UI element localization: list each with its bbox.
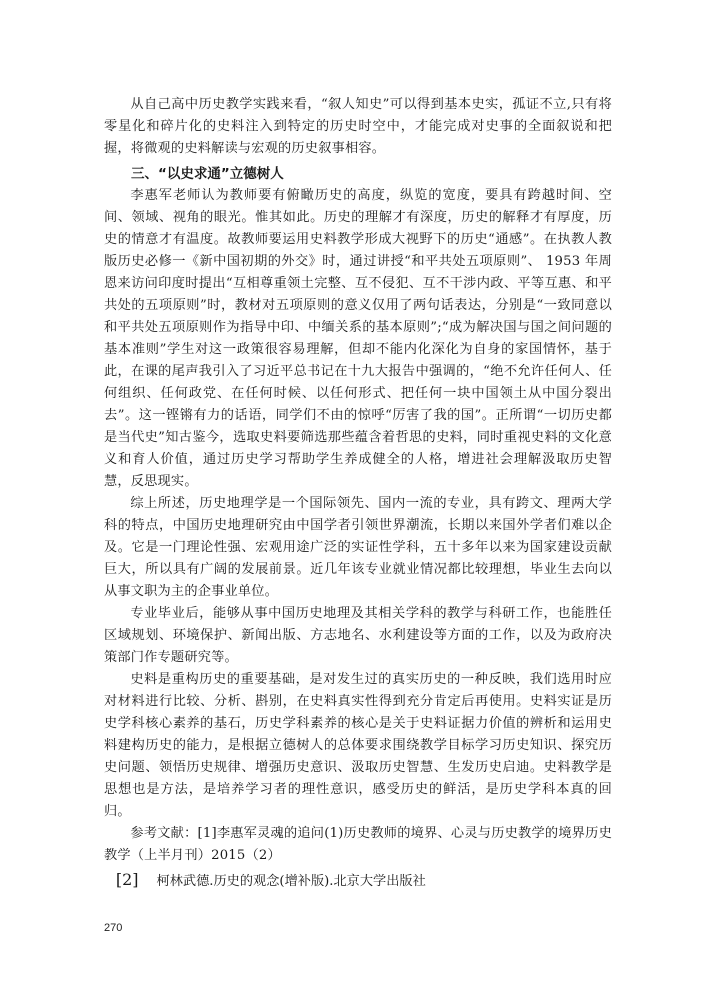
- article-body: [104, 94, 612, 895]
- paragraph-intro: 从自己高中历史教学实践来看，“叙人知史”可以得到基本史实，孤证不立,只有将零星化和碎片化的史料注入到特定的历史时空中，才能完成对史事的全面叙说和把握，将微观的史料解读与宏观的历史叙事相容。: [104, 97, 612, 156]
- page-number: 270: [104, 922, 123, 934]
- paragraph-li-huijun: 李惠军老师认为教师要有俯瞰历史的高度，纵览的宽度，要具有跨越时间、空间、领域、视角的眼光。惟其如此。历史的理解才有深度，历史的解释才有厚度，历史的情意才有温度。故教师要运用史料教学形成大视野下的历史“通感”。在执教人教版历史必修一《新中国初期的外交》时，通过讲授“和平共处五项原则”、 1953 年周恩来访问印度时提出“互相尊重领土完整、互不侵犯、互不干涉内政、平等互惠、和平共处的五项原则”时，教材对五项原则的意义仅用了两句话表达，分别是“一致同意以和平共处五项原则作为指导中印、中缅关系的基本原则”;“成为解决国与国之间问题的基本准则”学生对这一政策很容易理解，但却不能内化深化为自身的家国情怀，基于此，在课的尾声我引入了习近平总书记在十九大报告中强调的，“绝不允许任何人、任何组织、任何政党、在任何时候、以任何形式、把任何一块中国领土从中国分裂出去”。这一铿锵有力的话语，同学们不由的惊呼“厉害了我的国”。正所谓“一切历史都是当代史”知古鉴今，选取史料要筛选那些蕴含着哲思的史料，同时重视史料的文化意义和育人价值，通过历史学习帮助学生养成健全的人格，增进社会理解汲取历史智慧，反思现实。: [104, 188, 612, 489]
- paragraph-career: 专业毕业后，能够从事中国历史地理及其相关学科的教学与科研工作，也能胜任区域规划、环境保护、新闻出版、方志地名、水利建设等方面的工作，以及为政府决策部门作专题研究等。: [104, 606, 612, 665]
- paragraph-summary: 综上所述，历史地理学是一个国际领先、国内一流的专业，具有跨文、理两大学科的特点，中国历史地理研究由中国学者引领世界潮流，长期以来国外学者们难以企及。它是一门理论性强、宏观用途广泛的实证性学科，五十多年以来为国家建设贡献巨大，所以具有广阔的发展前景。近几年该专业就业情况都比较理想，毕业生去向以从事文职为主的企事业单位。: [104, 496, 612, 599]
- reference-1: 参考文献：[1]李惠军灵魂的追问(1)历史教师的境界、心灵与历史教学的境界历史教学（上半月刊）2015（2）: [104, 826, 612, 863]
- section-heading: 三、“以史求通”立德树人: [131, 166, 284, 182]
- reference-2: [104, 867, 612, 895]
- reference-2-text: 柯林武德.历史的观念(增补版).北京大学出版社: [156, 874, 426, 889]
- paragraph-historical-materials: 史料是重构历史的重要基础，是对发生过的真实历史的一种反映，我们选用时应对材料进行比较、分析、斟别，在史料真实性得到充分肯定后再使用。史料实证是历史学科核心素养的基石，历史学科素养的核心是关于史料证据力价值的辨析和运用史料建构历史的能力，是根据立德树人的总体要求围绕教学目标学习历史知识、探究历史问题、领悟历史规律、增强历史意识、汲取历史智慧、生发历史启迪。史料教学是思想也是方法，是培养学习者的理性意识，感受历史的鲜活，是历史学科本真的回归。: [104, 672, 612, 819]
- reference-2-number: [2]: [115, 870, 139, 889]
